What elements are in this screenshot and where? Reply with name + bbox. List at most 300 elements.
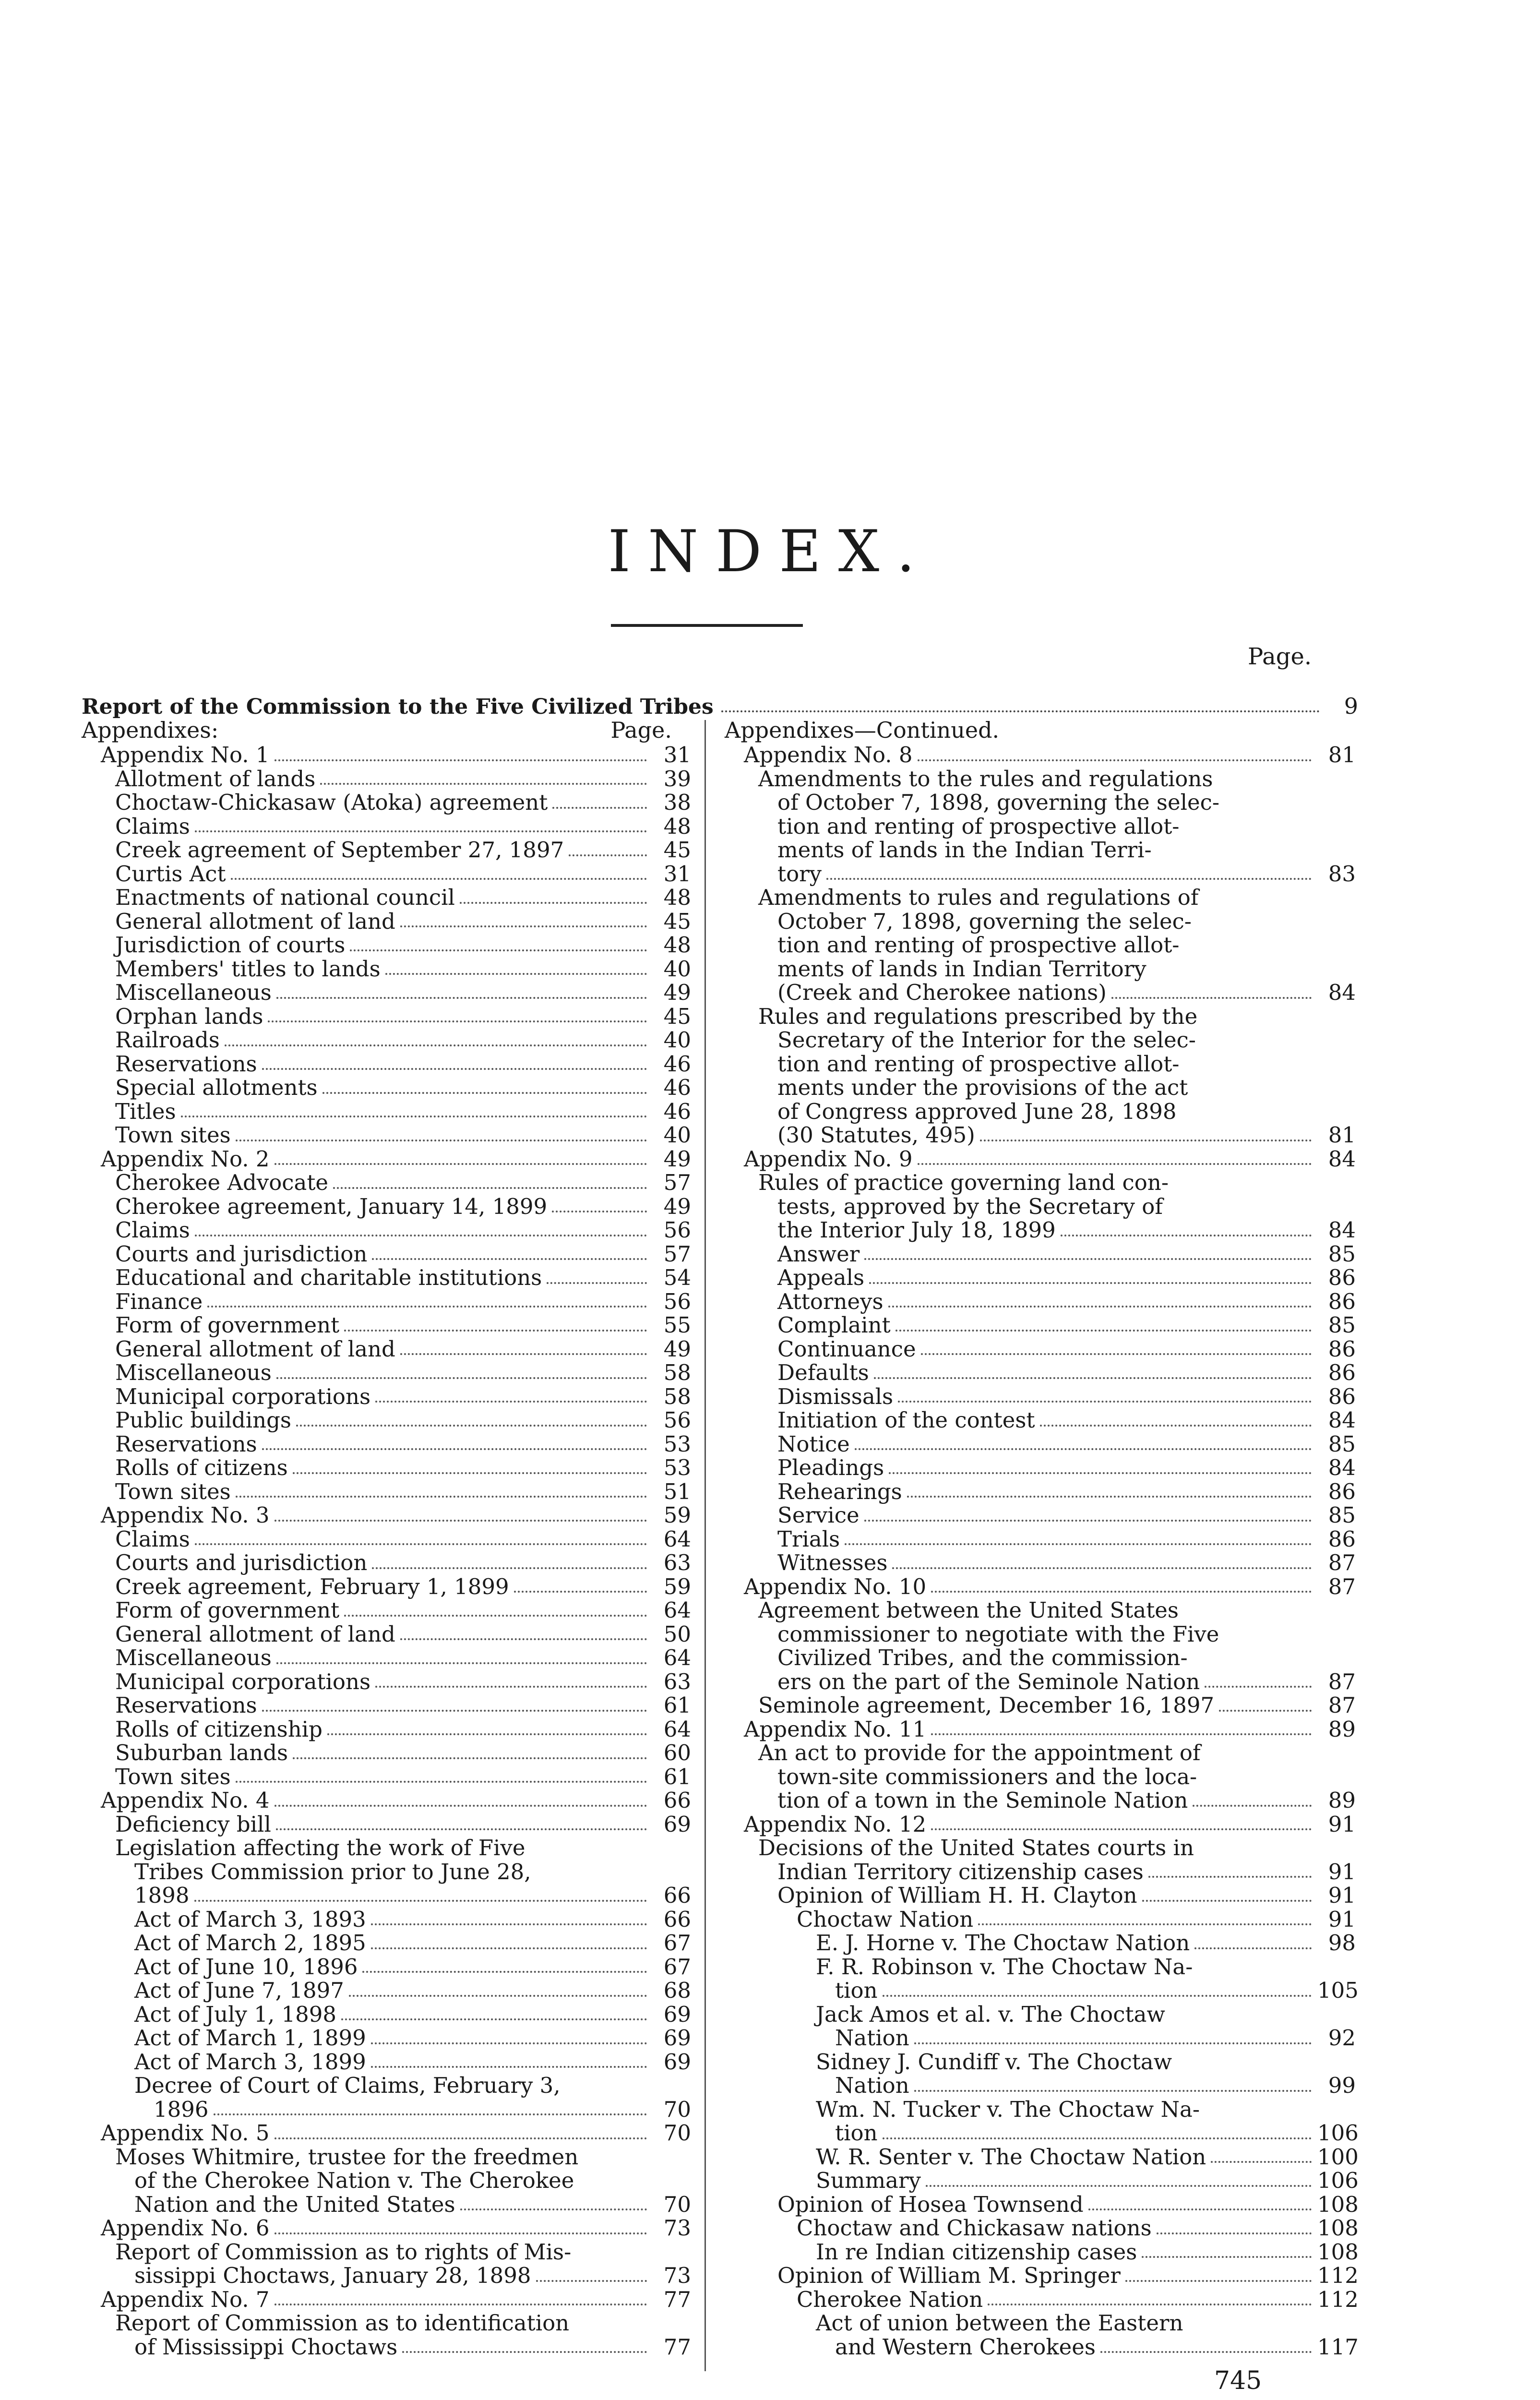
entry-page: 100 — [1317, 2144, 1359, 2170]
left-index-entry — [82, 1242, 691, 1266]
entry-page: 84 — [1328, 980, 1356, 1005]
right-index-entry — [725, 2334, 1359, 2360]
index-column-right — [725, 717, 1359, 2360]
title-rule — [611, 624, 803, 627]
leader-dots — [883, 1995, 1312, 1997]
leader-dots — [888, 1306, 1312, 1308]
leader-dots — [552, 807, 647, 809]
leader-dots — [1157, 2232, 1312, 2234]
entry-label: Cherokee Nation — [797, 2286, 983, 2312]
entry-page: 49 — [663, 1193, 691, 1219]
entry-page: 87 — [1328, 1573, 1356, 1599]
entry-label: Answer — [777, 1241, 860, 1267]
entry-page: 49 — [663, 1336, 691, 1362]
right-index-entry — [725, 1527, 1356, 1551]
left-index-entry — [82, 862, 691, 886]
leader-dots — [918, 759, 1312, 761]
entry-page: 84 — [1328, 1455, 1356, 1480]
right-index-entry — [725, 1218, 1356, 1242]
leader-dots — [980, 1140, 1312, 1141]
entry-label: Witnesses — [777, 1550, 888, 1575]
entry-label: Opinion of William M. Springer — [777, 2263, 1121, 2288]
entry-label: Nation and the United States — [134, 2191, 455, 2217]
entry-page: 60 — [663, 1740, 691, 1765]
entry-label: Jurisdiction of courts — [115, 932, 346, 958]
entry-label: Finance — [115, 1288, 203, 1314]
entry-label: Opinion of Hosea Townsend — [777, 2191, 1084, 2217]
entry-page: 64 — [663, 1597, 691, 1623]
right-index-entry — [725, 1361, 1356, 1385]
index-column-left — [82, 719, 691, 2359]
left-column-heading: Appendixes: — [82, 717, 219, 743]
right-index-entry: tion and renting of prospective allot- — [777, 1051, 1180, 1077]
leader-dots — [207, 1306, 647, 1308]
leader-dots — [214, 2113, 647, 2115]
leader-dots — [402, 2351, 647, 2353]
left-index-entry — [82, 1575, 691, 1599]
left-index-entry — [82, 2003, 691, 2027]
leader-dots — [1193, 1805, 1312, 1807]
leader-dots — [826, 878, 1312, 880]
left-index-entry — [82, 1765, 691, 1789]
entry-label: Claims — [115, 1526, 190, 1552]
leader-dots — [333, 1187, 647, 1189]
entry-label: Allotment of lands — [115, 766, 316, 792]
entry-page: 40 — [663, 1122, 691, 1148]
leader-dots — [344, 1330, 647, 1332]
entry-page: 112 — [1317, 2263, 1359, 2288]
entry-page: 56 — [663, 1407, 691, 1433]
left-index-entry — [82, 838, 691, 862]
entry-label: Indian Territory citizenship cases — [777, 1859, 1144, 1884]
left-index-entry: Legislation affecting the work of Five — [115, 1835, 525, 1860]
entry-label: Appeals — [777, 1265, 865, 1290]
left-index-entry — [82, 1551, 691, 1575]
entry-label: (30 Statutes, 495) — [777, 1122, 975, 1148]
left-index-entry — [82, 1527, 691, 1551]
entry-page: 48 — [663, 813, 691, 839]
leader-dots — [375, 1401, 647, 1403]
entry-label: Act of July 1, 1898 — [134, 2001, 337, 2027]
leader-dots — [181, 1116, 647, 1117]
entry-page: 117 — [1317, 2334, 1359, 2360]
entry-label: Miscellaneous — [115, 1645, 272, 1670]
leader-dots — [918, 1163, 1312, 1165]
entry-label: Rehearings — [777, 1478, 902, 1504]
left-index-entry — [82, 1670, 691, 1694]
entry-label: General allotment of land — [115, 1336, 395, 1362]
entry-page: 61 — [663, 1764, 691, 1789]
right-index-entry — [725, 2286, 1359, 2312]
entry-page: 69 — [663, 2049, 691, 2075]
right-index-entry: October 7, 1898, governing the selec- — [777, 908, 1192, 934]
right-index-entry: town-site commissioners and the loca- — [777, 1764, 1197, 1789]
entry-label: Reservations — [115, 1431, 257, 1457]
entry-page: 85 — [1328, 1431, 1356, 1457]
entry-page: 106 — [1317, 2120, 1359, 2146]
entry-page: 61 — [663, 1692, 691, 1718]
entry-page: 38 — [663, 790, 691, 815]
entry-page: 46 — [663, 1098, 691, 1124]
leader-dots — [275, 2304, 647, 2305]
entry-label: Courts and jurisdiction — [115, 1550, 368, 1575]
right-index-entry — [725, 1266, 1356, 1290]
entry-page: 89 — [1328, 1788, 1356, 1813]
entry-page: 91 — [1328, 1859, 1356, 1884]
right-index-entry — [725, 1313, 1356, 1337]
entry-label: Appendix No. 12 — [744, 1811, 927, 1837]
entry-label: tion — [835, 1978, 878, 2003]
entry-label: Appendix No. 1 — [101, 742, 270, 768]
entry-label: Service — [777, 1502, 860, 1528]
leader-dots — [898, 1401, 1312, 1403]
right-index-entry — [725, 1717, 1356, 1741]
entry-label: Nation — [835, 2025, 909, 2051]
leader-dots — [400, 1353, 647, 1355]
leader-dots — [921, 1353, 1312, 1355]
leader-dots — [236, 1140, 647, 1141]
right-index-entry — [725, 862, 1356, 886]
entry-page: 51 — [663, 1478, 691, 1504]
entry-label: Creek agreement of September 27, 1897 — [115, 837, 564, 863]
entry-page: 50 — [663, 1621, 691, 1647]
entry-label: Special allotments — [115, 1075, 318, 1100]
leader-dots — [276, 997, 647, 999]
left-index-entry — [82, 1717, 691, 1741]
entry-label: Appendix No. 10 — [744, 1573, 927, 1599]
entry-page: 86 — [1328, 1288, 1356, 1314]
entry-page: 69 — [663, 2001, 691, 2027]
entry-page: 70 — [663, 2191, 691, 2217]
entry-page: 105 — [1317, 1978, 1359, 2003]
entry-page: 69 — [663, 1811, 691, 1837]
right-index-entry: tion and renting of prospective allot- — [777, 813, 1180, 839]
entry-page: 68 — [663, 1978, 691, 2003]
leader-dots — [341, 2018, 647, 2020]
entry-page: 40 — [663, 1027, 691, 1053]
entry-label: Enactments of national council — [115, 885, 455, 910]
right-index-entry — [725, 2120, 1359, 2146]
entry-label: 1896 — [154, 2096, 209, 2122]
report-entry — [82, 685, 1358, 719]
right-index-entry — [725, 2239, 1359, 2265]
entry-label: E. J. Horne v. The Choctaw Nation — [816, 1930, 1190, 1956]
leader-dots — [1040, 1425, 1312, 1427]
leader-dots — [293, 1472, 647, 1474]
right-index-entry — [725, 1575, 1356, 1599]
entry-label: ers on the part of the Seminole Nation — [777, 1668, 1200, 1694]
left-index-entry — [82, 1266, 691, 1290]
left-index-entry — [82, 1290, 691, 1314]
folio-number: 745 — [1214, 2366, 1262, 2395]
left-index-entry — [82, 815, 691, 839]
leader-dots — [1205, 1686, 1312, 1688]
leader-dots — [845, 1543, 1312, 1545]
entry-page: 59 — [663, 1502, 691, 1528]
entry-page: 84 — [1328, 1407, 1356, 1433]
right-index-entry: of October 7, 1898, governing the selec- — [777, 790, 1220, 815]
entry-label: W. R. Senter v. The Choctaw Nation — [816, 2144, 1206, 2170]
entry-page: 66 — [663, 1883, 691, 1908]
leader-dots — [926, 2185, 1312, 2187]
left-index-entry — [82, 1408, 691, 1432]
leader-dots — [195, 1543, 647, 1545]
entry-page: 99 — [1328, 2073, 1356, 2098]
left-index-entry — [82, 1456, 691, 1480]
entry-label: (Creek and Cherokee nations) — [777, 980, 1107, 1005]
entry-label: Creek agreement, February 1, 1899 — [115, 1573, 509, 1599]
right-index-entry: Act of union between the Eastern — [816, 2310, 1183, 2336]
leader-dots — [931, 1591, 1312, 1593]
leader-dots — [552, 1211, 647, 1212]
page-title: INDEX. — [608, 518, 932, 585]
entry-label: Claims — [115, 1217, 190, 1243]
leader-dots — [195, 830, 647, 832]
leader-dots — [864, 1258, 1312, 1260]
entry-label: Form of government — [115, 1597, 340, 1623]
entry-label: Dismissals — [777, 1383, 894, 1409]
leader-dots — [547, 1282, 647, 1284]
leader-dots — [907, 1496, 1312, 1498]
right-index-entry — [725, 1503, 1356, 1527]
leader-dots — [1142, 2256, 1312, 2258]
leader-dots — [1111, 997, 1312, 999]
left-index-entry — [82, 1622, 691, 1646]
right-index-entry: Rules and regulations prescribed by the — [758, 1003, 1198, 1029]
entry-page: 63 — [663, 1668, 691, 1694]
entry-page: 67 — [663, 1954, 691, 1980]
entry-label: Claims — [115, 813, 190, 839]
leader-dots — [721, 710, 1320, 712]
right-index-entry: Amendments to the rules and regulations — [758, 766, 1213, 792]
entry-page: 70 — [663, 2096, 691, 2122]
entry-page: 77 — [663, 2286, 691, 2312]
right-index-entry — [725, 1432, 1356, 1456]
entry-label: Pleadings — [777, 1455, 884, 1480]
left-index-entry — [82, 1646, 691, 1670]
entry-label: Rolls of citizenship — [115, 1716, 322, 1742]
right-index-entry — [725, 1931, 1356, 1955]
left-index-entry — [82, 2026, 691, 2050]
left-index-entry — [82, 886, 691, 910]
right-index-entry: ments of lands in Indian Territory — [777, 956, 1146, 982]
leader-dots — [268, 1020, 647, 1022]
right-index-entry — [725, 2263, 1359, 2288]
left-index-entry — [82, 2098, 691, 2122]
right-index-entry: ments of lands in the Indian Terri- — [777, 837, 1152, 863]
entry-page: 73 — [663, 2263, 691, 2288]
leader-dots — [569, 854, 647, 856]
right-index-entry — [725, 1480, 1356, 1504]
leader-dots — [276, 1662, 647, 1664]
left-index-entry — [82, 1931, 691, 1955]
right-index-entry — [725, 2144, 1359, 2170]
left-index-entry — [82, 1361, 691, 1385]
left-index-entry — [82, 1432, 691, 1456]
right-index-entry — [725, 1147, 1356, 1171]
entry-label: Summary — [816, 2168, 921, 2193]
entry-label: Town sites — [115, 1764, 231, 1789]
left-index-entry — [82, 1693, 691, 1717]
left-index-entry — [82, 1385, 691, 1409]
leader-dots — [231, 878, 647, 880]
left-index-entry — [82, 2193, 691, 2217]
left-index-entry — [82, 2216, 691, 2240]
entry-label: Miscellaneous — [115, 1360, 272, 1385]
entry-page: 64 — [663, 1645, 691, 1670]
entry-page: 85 — [1328, 1241, 1356, 1267]
right-index-entry — [725, 2191, 1359, 2217]
left-index-entry — [82, 1147, 691, 1171]
leader-dots — [1142, 1900, 1312, 1902]
left-index-entry — [82, 1337, 691, 1361]
left-entry-list — [82, 743, 691, 2359]
leader-dots — [362, 1971, 647, 1973]
entry-page: 91 — [1328, 1811, 1356, 1837]
leader-dots — [914, 2042, 1312, 2044]
right-column-heading: Appendixes—Continued. — [725, 717, 1000, 743]
entry-page: 112 — [1317, 2286, 1359, 2312]
right-index-entry: commissioner to negotiate with the Five — [777, 1621, 1219, 1647]
entry-label: Curtis Act — [115, 861, 226, 887]
entry-page: 86 — [1328, 1478, 1356, 1504]
right-index-entry: Decisions of the United States courts in — [758, 1835, 1194, 1860]
entry-page: 86 — [1328, 1526, 1356, 1552]
leader-dots — [1194, 1947, 1312, 1949]
entry-page: 87 — [1328, 1668, 1356, 1694]
entry-label: tory — [777, 861, 822, 887]
entry-page: 108 — [1317, 2191, 1359, 2217]
leader-dots — [1211, 2161, 1312, 2163]
entry-page: 64 — [663, 1716, 691, 1742]
left-index-entry — [82, 743, 691, 767]
leader-dots — [262, 1710, 647, 1712]
left-index-entry — [82, 767, 691, 791]
left-index-entry — [82, 1741, 691, 1765]
entry-label: Members' titles to lands — [115, 956, 381, 982]
entry-page: 81 — [1328, 742, 1356, 768]
entry-page: 58 — [663, 1383, 691, 1409]
leader-dots — [262, 1448, 647, 1450]
left-index-entry — [82, 1100, 691, 1124]
right-index-entry — [725, 1337, 1356, 1361]
entry-label: Appendix No. 5 — [101, 2120, 270, 2146]
leader-dots — [371, 2042, 647, 2044]
entry-page: 83 — [1328, 861, 1356, 887]
entry-label: Appendix No. 2 — [101, 1146, 270, 1172]
leader-dots — [344, 1615, 647, 1617]
entry-page: 45 — [663, 1003, 691, 1029]
entry-page: 56 — [663, 1288, 691, 1314]
right-index-entry — [725, 1551, 1356, 1575]
entry-page: 84 — [1328, 1146, 1356, 1172]
entry-page: 84 — [1328, 1217, 1356, 1243]
entry-label: and Western Cherokees — [835, 2334, 1096, 2360]
right-index-entry: Secretary of the Interior for the selec- — [777, 1027, 1196, 1053]
entry-label: of Mississippi Choctaws — [134, 2334, 398, 2360]
leader-dots — [236, 1496, 647, 1498]
entry-label: Choctaw-Chickasaw (Atoka) agreement — [115, 790, 548, 815]
entry-label: Appendix No. 11 — [744, 1716, 927, 1742]
entry-page: 89 — [1328, 1716, 1356, 1742]
leader-dots — [371, 2066, 647, 2068]
entry-label: Act of June 7, 1897 — [134, 1978, 344, 2003]
entry-page: 86 — [1328, 1336, 1356, 1362]
entry-label: Railroads — [115, 1027, 220, 1053]
entry-label: Cherokee agreement, January 14, 1899 — [115, 1193, 548, 1219]
entry-page: 55 — [663, 1312, 691, 1338]
entry-page: 86 — [1328, 1383, 1356, 1409]
left-index-entry — [82, 2121, 691, 2145]
entry-page: 86 — [1328, 1360, 1356, 1385]
leader-dots — [1061, 1235, 1312, 1236]
right-index-entry: Sidney J. Cundiff v. The Choctaw — [816, 2049, 1172, 2075]
leader-dots — [883, 2137, 1312, 2139]
right-index-entry: Agreement between the United States — [758, 1597, 1179, 1623]
entry-page: 92 — [1328, 2025, 1356, 2051]
entry-label: Municipal corporations — [115, 1383, 371, 1409]
left-index-entry — [82, 1171, 691, 1195]
right-index-entry: An act to provide for the appointment of — [758, 1740, 1201, 1765]
leader-dots — [350, 949, 647, 951]
entry-label: Courts and jurisdiction — [115, 1241, 368, 1267]
left-index-entry — [82, 1788, 691, 1812]
entry-label: General allotment of land — [115, 1621, 395, 1647]
leader-dots — [275, 2232, 647, 2234]
leader-dots — [1219, 1710, 1312, 1712]
right-index-entry — [725, 1978, 1359, 2003]
report-entry-label: Report of the Commission to the Five Civilized Tribes — [82, 695, 714, 719]
right-index-entry — [725, 981, 1356, 1005]
entry-label: tion — [835, 2120, 878, 2146]
entry-label: Town sites — [115, 1478, 231, 1504]
leader-dots — [400, 925, 647, 927]
entry-page: 106 — [1317, 2168, 1359, 2193]
entry-page: 45 — [663, 908, 691, 934]
entry-page: 69 — [663, 2025, 691, 2051]
leader-dots — [914, 2090, 1312, 2092]
right-index-entry: of Congress approved June 28, 1898 — [777, 1098, 1177, 1124]
right-index-entry — [725, 2168, 1359, 2193]
entry-label: Complaint — [777, 1312, 891, 1338]
entry-label: Orphan lands — [115, 1003, 263, 1029]
entry-page: 108 — [1317, 2239, 1359, 2265]
entry-label: General allotment of land — [115, 908, 395, 934]
leader-dots — [371, 1947, 647, 1949]
entry-page: 53 — [663, 1431, 691, 1457]
entry-page: 67 — [663, 1930, 691, 1956]
leader-dots — [460, 2208, 647, 2210]
right-index-entry — [725, 1385, 1356, 1409]
left-index-entry — [82, 2335, 691, 2359]
entry-label: Nation — [835, 2073, 909, 2098]
left-index-entry — [82, 1979, 691, 2003]
left-index-entry — [82, 1598, 691, 1622]
right-index-entry: Amendments to rules and regulations of — [758, 885, 1199, 910]
entry-page: 87 — [1328, 1692, 1356, 1718]
entry-label: Reservations — [115, 1692, 257, 1718]
entry-page: 31 — [663, 742, 691, 768]
leader-dots — [194, 1900, 647, 1902]
entry-page: 66 — [663, 1788, 691, 1813]
entry-page: 91 — [1328, 1883, 1356, 1908]
entry-label: Deficiency bill — [115, 1811, 271, 1837]
entry-page: 70 — [663, 2120, 691, 2146]
entry-label: Appendix No. 9 — [744, 1146, 913, 1172]
entry-page: 49 — [663, 1146, 691, 1172]
entry-label: Act of March 3, 1893 — [134, 1906, 366, 1932]
entry-label: Cherokee Advocate — [115, 1170, 329, 1195]
